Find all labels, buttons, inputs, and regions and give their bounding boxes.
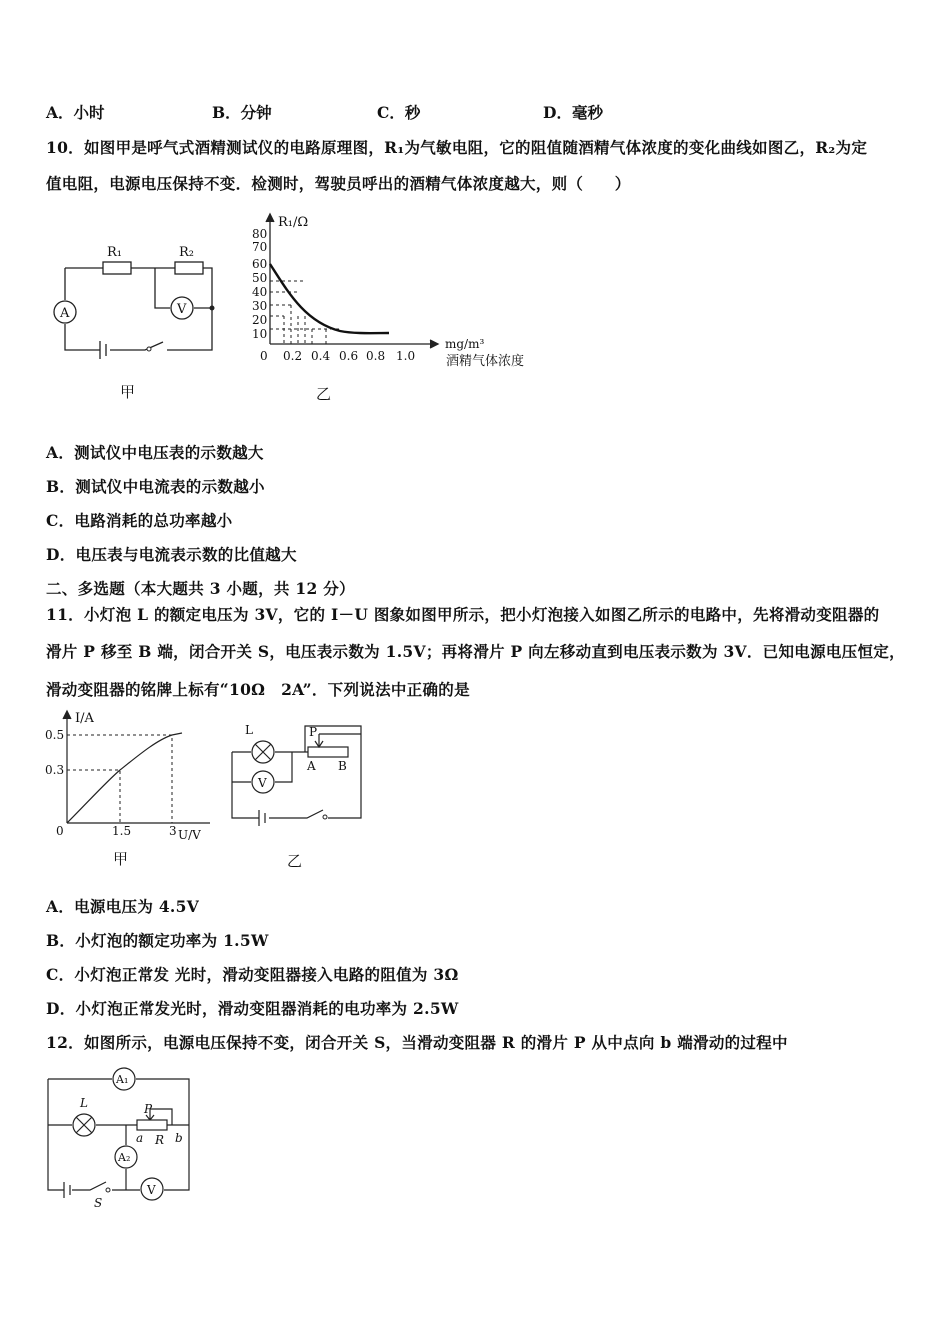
q10-fig-jia-caption: 甲 — [120, 383, 136, 401]
iu-x-tick-1.5: 1.5 — [112, 824, 132, 838]
q11-option-a: A．电源电压为 4.5V — [46, 897, 200, 916]
q11-stem-line2: 滑片 P 移至 B 端，闭合开关 S，电压表示数为 1.5V；再将滑片 P 向左移动直到电压表示数为 3V．已知电源电压恒定， — [46, 642, 905, 661]
label-lamp: L — [245, 723, 253, 737]
q10-option-d: D．电压表与电流表示数的比值越大 — [46, 545, 297, 564]
q11-circuit-diagram — [225, 720, 370, 830]
x-tick-0.2: 0.2 — [283, 349, 303, 363]
rheostat — [308, 747, 348, 757]
y-tick-40: 40 — [252, 285, 268, 299]
label-slider: P — [144, 1102, 153, 1116]
section-2-title: 二、多选题（本大题共 3 小题，共 12 分） — [46, 579, 355, 598]
r1-curve — [270, 264, 389, 333]
q11-fig-yi-caption: 乙 — [287, 852, 303, 870]
iu-x-tick-3: 3 — [169, 824, 177, 838]
y-tick-60: 60 — [252, 257, 268, 271]
q11-iu-chart — [42, 708, 222, 843]
y-tick-20: 20 — [252, 313, 268, 327]
label-a2: A₂ — [118, 1151, 131, 1164]
label-ammeter: A — [60, 306, 70, 321]
chart-xlabel: 酒精气体浓度 — [446, 354, 525, 369]
q11-option-b: B．小灯泡的额定功率为 1.5W — [46, 931, 269, 950]
q10-r1-curve-chart — [250, 212, 550, 377]
q11-stem-line1: 11．小灯泡 L 的额定电压为 3V，它的 I－U 图象如图甲所示，把小灯泡接入如图乙所示的电路中，先将滑动变阻器的 — [46, 605, 880, 624]
label-a1: A₁ — [116, 1073, 129, 1086]
iu-xlabel: U/V — [178, 828, 201, 842]
iu-x-tick-0: 0 — [56, 824, 64, 838]
q11-fig-jia-caption: 甲 — [113, 850, 129, 868]
lamp-icon — [73, 1114, 95, 1136]
y-tick-10: 10 — [252, 327, 268, 341]
label-voltmeter: V — [177, 302, 187, 317]
iu-ylabel: I/A — [75, 711, 94, 726]
q12-circuit-diagram — [42, 1065, 202, 1210]
q9-option-b: B．分钟 — [212, 103, 272, 122]
q10-option-c: C．电路消耗的总功率越小 — [46, 511, 233, 530]
label-b-end: B — [338, 759, 347, 773]
y-tick-30: 30 — [252, 299, 268, 313]
label-a-end: A — [307, 759, 316, 773]
y-tick-labels — [252, 227, 267, 341]
label-a: a — [136, 1131, 144, 1145]
x-tick-0.6: 0.6 — [339, 349, 359, 363]
lamp-icon — [252, 741, 274, 763]
x-tick-0.4: 0.4 — [311, 349, 331, 363]
q11-option-c: C．小灯泡正常发 光时，滑动变阻器接入电路的阻值为 3Ω — [46, 965, 459, 984]
q11-stem-line3: 滑动变阻器的铭牌上标有“10Ω 2A”．下列说法中正确的是 — [46, 680, 470, 699]
rheostat-r — [137, 1120, 167, 1130]
label-b: b — [175, 1131, 183, 1145]
q10-option-a: A．测试仪中电压表的示数越大 — [46, 443, 264, 462]
iu-curve — [67, 733, 182, 823]
q9-option-c: C．秒 — [377, 103, 421, 122]
q10-option-b: B．测试仪中电流表的示数越小 — [46, 477, 265, 496]
q12-stem-line1: 12．如图所示，电源电压保持不变，闭合开关 S，当滑动变阻器 R 的滑片 P 从中点向 b 端滑动的过程中 — [46, 1033, 788, 1052]
x-tick-labels — [283, 349, 415, 363]
label-r2: R₂ — [179, 245, 194, 260]
y-tick-50: 50 — [252, 271, 268, 285]
q11-option-d: D．小灯泡正常发光时，滑动变阻器消耗的电功率为 2.5W — [46, 999, 459, 1018]
x-tick-0.8: 0.8 — [366, 349, 386, 363]
label-voltmeter: V — [147, 1183, 156, 1197]
iu-y-tick-0.3: 0.3 — [45, 763, 65, 777]
label-lamp: L — [80, 1096, 88, 1110]
resistor-r2 — [175, 262, 203, 274]
q10-stem-line2: 值电阻，电源电压保持不变．检测时，驾驶员呼出的酒精气体浓度越大，则（ ） — [46, 174, 631, 193]
label-slider: P — [309, 725, 318, 739]
chart-xunit: mg/m³ — [445, 337, 485, 351]
q10-stem-line1: 10．如图甲是呼气式酒精测试仪的电路原理图，R₁为气敏电阻，它的阻值随酒精气体浓度的变化曲线如图乙，R₂为定 — [46, 138, 868, 157]
resistor-r1 — [103, 262, 131, 274]
y-tick-70: 70 — [252, 240, 268, 254]
label-r: R — [155, 1133, 165, 1147]
label-r1: R₁ — [107, 245, 122, 260]
q10-fig-yi-caption: 乙 — [316, 385, 332, 403]
x-tick-1.0: 1.0 — [396, 349, 416, 363]
iu-y-tick-0.5: 0.5 — [45, 728, 65, 742]
q9-option-a: A．小时 — [46, 103, 105, 122]
chart-ylabel: R₁/Ω — [278, 215, 309, 230]
q10-circuit-diagram — [45, 240, 220, 355]
label-switch: S — [94, 1196, 103, 1210]
label-voltmeter: V — [258, 776, 267, 790]
q9-option-d: D．毫秒 — [543, 103, 603, 122]
chart-origin: 0 — [260, 349, 268, 363]
y-tick-80: 80 — [252, 227, 268, 241]
